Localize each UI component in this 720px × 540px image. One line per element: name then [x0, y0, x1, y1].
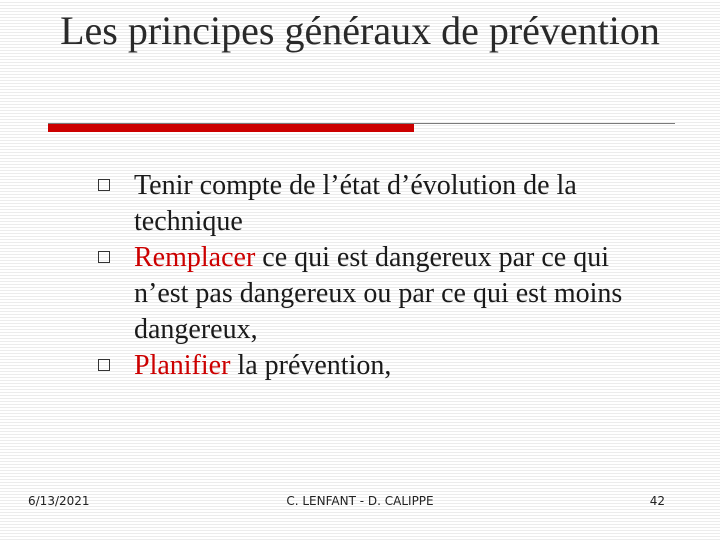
bullet-text: Tenir compte de l’état d’évolution de la technique [134, 170, 577, 237]
title-divider-accent [48, 124, 414, 132]
footer-date: 6/13/2021 [28, 494, 90, 508]
bullet-text: la prévention, [230, 350, 392, 381]
bullet-list [90, 168, 670, 384]
bullet-keyword: Planifier [134, 350, 231, 381]
footer-author: C. LENFANT - D. CALIPPE [286, 494, 434, 508]
bullet-text: ce qui est dangereux par ce qui n’est pas dangereux ou par ce qui est moins dangereux, [134, 242, 623, 345]
footer-page-number: 42 [649, 494, 665, 508]
bullet-keyword: Remplacer [134, 242, 256, 273]
hollow-square-icon [98, 179, 110, 191]
slide-title: Les principes généraux de prévention [60, 8, 660, 53]
bullet-item-technique [90, 168, 670, 240]
bullet-item-remplacer [90, 240, 670, 348]
hollow-square-icon [98, 251, 110, 263]
hollow-square-icon [98, 359, 110, 371]
bullet-item-planifier [90, 348, 670, 384]
